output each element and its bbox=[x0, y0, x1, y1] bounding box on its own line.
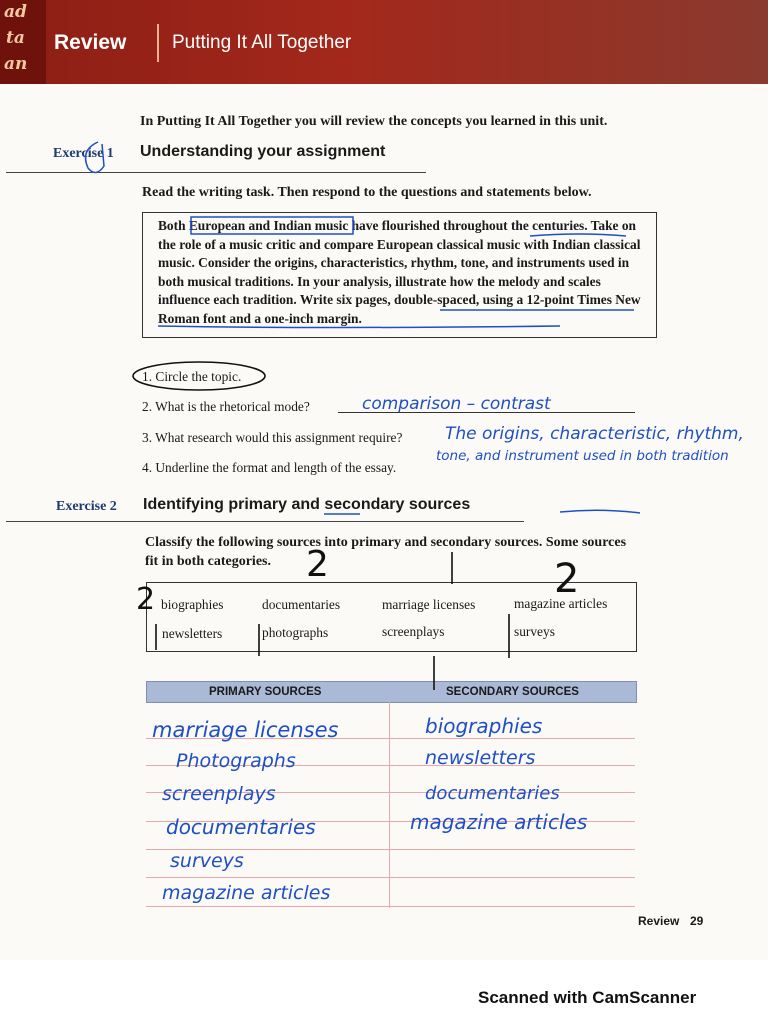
mark-two-c: 2 bbox=[136, 582, 156, 617]
scanner-watermark: Scanned with CamScanner bbox=[478, 988, 697, 1007]
logo-letters-3: an bbox=[4, 54, 28, 74]
topic-box bbox=[191, 217, 353, 234]
primary-entry-6: magazine articles bbox=[162, 882, 331, 904]
mark-two-a: 2 bbox=[306, 544, 329, 585]
source-photographs: photographs bbox=[262, 625, 329, 640]
primary-header: PRIMARY SOURCES bbox=[209, 686, 322, 698]
primary-entry-4: documentaries bbox=[166, 815, 316, 839]
underline-format-2 bbox=[158, 326, 560, 328]
primary-entry-3: screenplays bbox=[162, 783, 276, 805]
logo-letters-2: ta bbox=[6, 28, 25, 48]
blue-ink-marks bbox=[86, 142, 640, 514]
logo-letters-1: ad bbox=[4, 2, 27, 22]
secondary-entry-1: biographies bbox=[425, 714, 543, 738]
answer-3-line1: The origins, characteristic, rhythm, bbox=[445, 424, 744, 444]
mark-two-b: 2 bbox=[554, 556, 580, 602]
answer-2: comparison – contrast bbox=[362, 394, 551, 414]
primary-entry-2: Photographs bbox=[176, 750, 296, 772]
exercise1-instructions: Read the writing task. Then respond to the questions and statements below. bbox=[142, 185, 592, 200]
source-biographies: biographies bbox=[161, 597, 224, 612]
source-screenplays: screenplays bbox=[382, 624, 445, 639]
exercise1-label: Exercise 1 bbox=[53, 146, 114, 161]
circle-topic bbox=[133, 362, 265, 390]
source-newsletters: newsletters bbox=[162, 626, 223, 641]
primary-entry-5: surveys bbox=[170, 850, 244, 872]
source-documentaries: documentaries bbox=[262, 597, 341, 612]
question-1: 1. Circle the topic. bbox=[142, 369, 242, 384]
question-4: 4. Underline the format and length of the essay. bbox=[142, 460, 397, 475]
secondary-entry-2: newsletters bbox=[425, 747, 536, 769]
exercise1-title: Understanding your assignment bbox=[140, 143, 386, 160]
source-magazine-articles: magazine articles bbox=[514, 596, 608, 611]
exercise2-label: Exercise 2 bbox=[56, 499, 117, 514]
underline-centuries bbox=[530, 234, 626, 236]
underline-secondary bbox=[560, 510, 640, 513]
source-surveys: surveys bbox=[514, 624, 555, 639]
secondary-entry-3: documentaries bbox=[425, 783, 560, 804]
black-ink-marks bbox=[133, 362, 509, 690]
exercise2-instructions-2: fit in both categories. bbox=[145, 554, 271, 569]
secondary-entry-4: magazine articles bbox=[410, 810, 588, 834]
secondary-header: SECONDARY SOURCES bbox=[446, 686, 579, 698]
answer-3-line2: tone, and instrument used in both tradition bbox=[436, 448, 729, 464]
header-title: Review bbox=[54, 31, 127, 54]
exercise2-instructions-1: Classify the following sources into primary and secondary sources. Some sources bbox=[145, 535, 627, 550]
question-3: 3. What research would this assignment require? bbox=[142, 430, 403, 445]
primary-entry-1: marriage licenses bbox=[152, 718, 339, 742]
page-number: 29 bbox=[690, 914, 704, 928]
exercise2-title: Identifying primary and secondary sources bbox=[143, 496, 471, 513]
question-2: 2. What is the rhetorical mode? bbox=[142, 399, 310, 414]
footer-section: Review bbox=[638, 914, 680, 928]
intro-text: In Putting It All Together you will review the concepts you learned in this unit. bbox=[140, 114, 608, 129]
header-subtitle: Putting It All Together bbox=[172, 32, 352, 53]
writing-task-text: Both European and Indian music have flourished throughout the centuries. Take on the role of a music critic and compare European classical music with Indian classical music. Consider the origins, characteristics, rhythm, tone, and instruments used in both musical traditions. In your analysis, illustrate how the melody and scales influence each tradition. Write six pages, double-spaced, using a 12-point Times New Roman font and a one-inch margin. bbox=[158, 218, 641, 326]
source-marriage-licenses: marriage licenses bbox=[382, 597, 476, 612]
ink-scribble-exercise bbox=[86, 142, 104, 173]
